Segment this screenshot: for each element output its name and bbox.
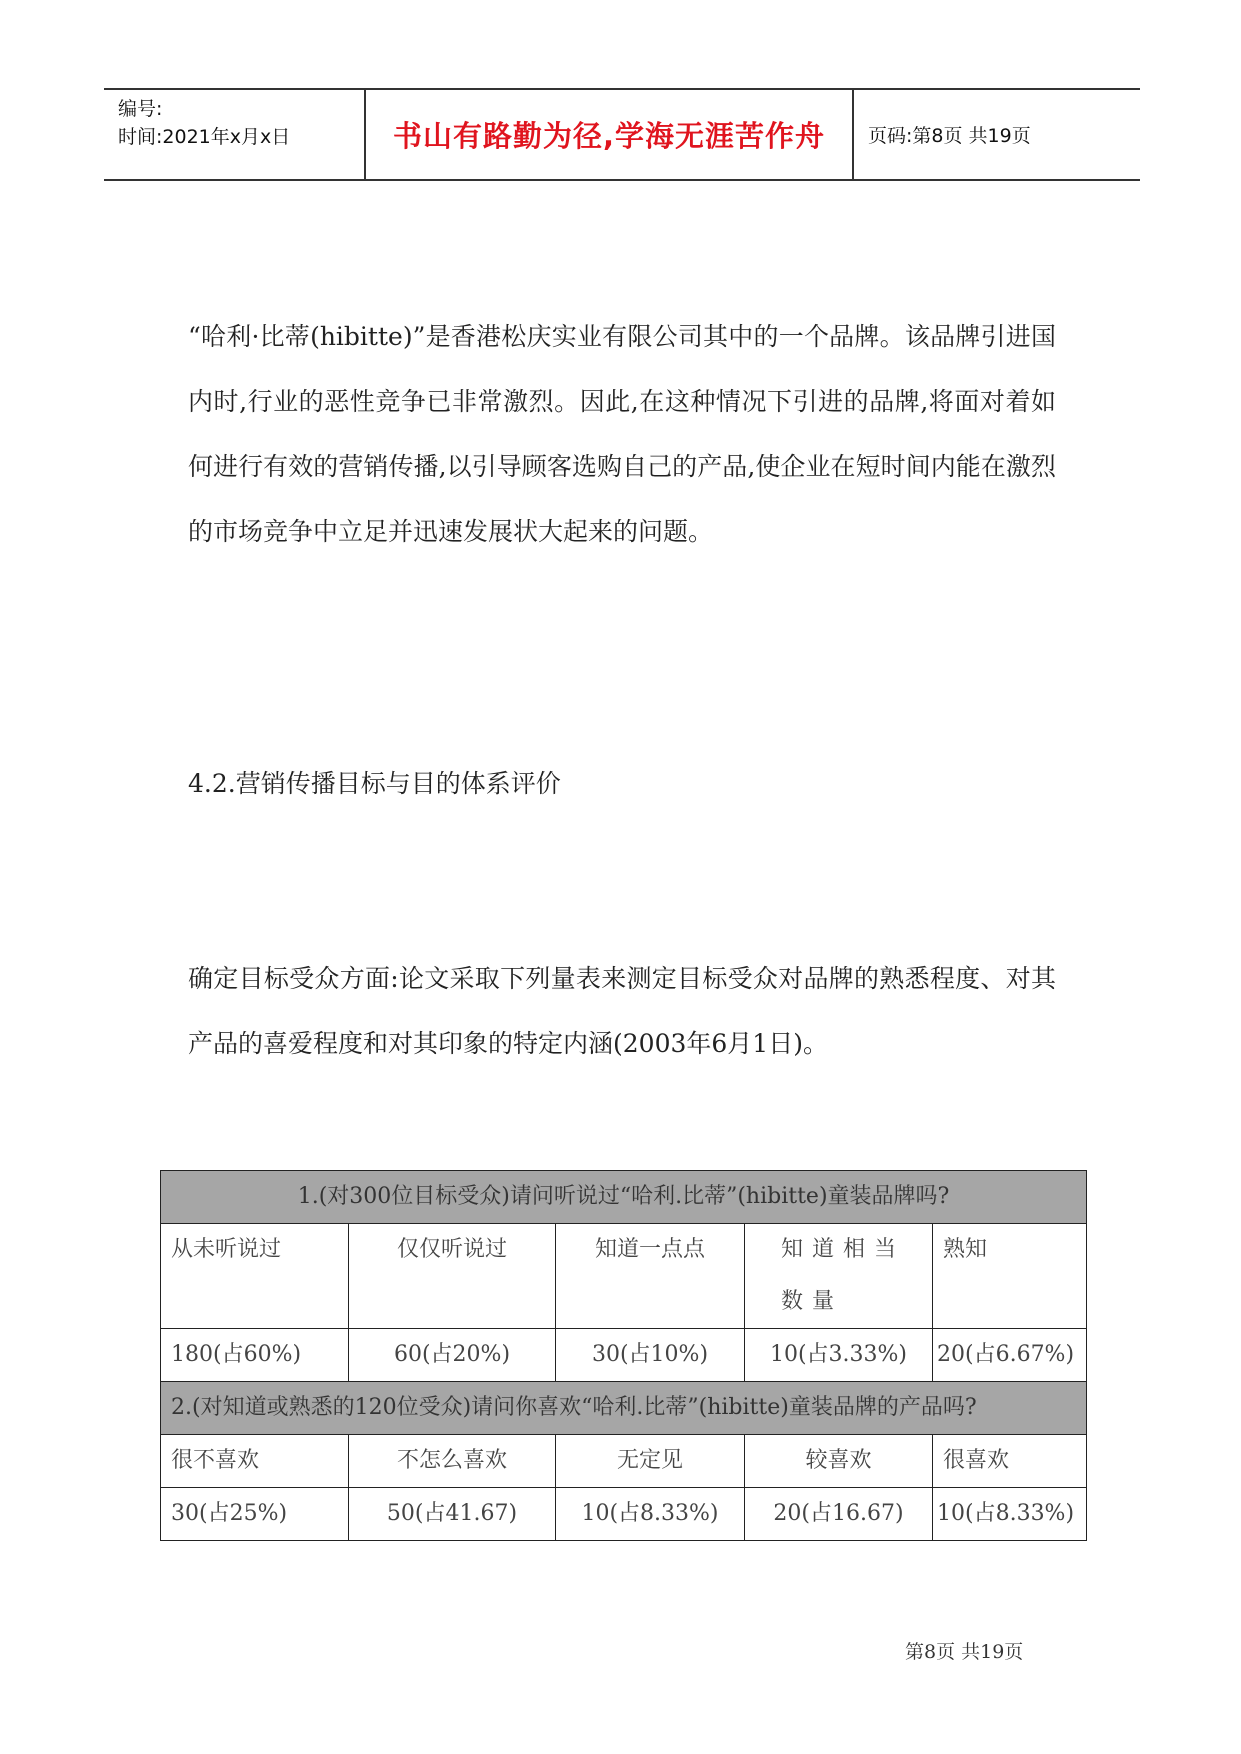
section-heading: 4.2.营销传播目标与目的体系评价: [188, 769, 561, 798]
page-header: [104, 88, 1140, 181]
question-1: 1.(对300位目标受众)请问听说过“哈利.比蒂”(hibitte)童装品牌吗?: [161, 1171, 1087, 1224]
table-row: [161, 1382, 1087, 1435]
method-paragraph: 确定目标受众方面:论文采取下列量表来测定目标受众对品牌的熟悉程度、对其产品的喜爱程度和对其印象的特定内涵(2003年6月1日)。: [188, 964, 1056, 1058]
intro-paragraph: “哈利·比蒂(hibitte)”是香港松庆实业有限公司其中的一个品牌。该品牌引进国内时,行业的恶性竞争已非常激烈。因此,在这种情况下引进的品牌,将面对着如何进行有效的营销传播,以引导顾客选购自己的产品,使企业在短时间内能在激烈的市场竞争中立足并迅速发展状大起来的问题。: [188, 322, 1056, 546]
number-label: 编号:: [118, 98, 163, 120]
q2-value: 50(占41.67): [349, 1488, 556, 1541]
q1-option-text: 知道相当数量: [781, 1237, 906, 1314]
q2-option: 不怎么喜欢: [349, 1435, 556, 1488]
q1-option: [745, 1224, 933, 1329]
time-label: 时间:2021年x月x日: [118, 126, 291, 148]
table-row: [161, 1435, 1087, 1488]
q1-value: 180(占60%): [161, 1329, 349, 1382]
q2-option: 很喜欢: [933, 1435, 1087, 1488]
header-meta: [104, 90, 366, 179]
header-page-info: 页码:第8页 共19页: [868, 125, 1031, 147]
q1-value: 20(占6.67%): [933, 1329, 1087, 1382]
q2-value: 10(占8.33%): [556, 1488, 745, 1541]
q1-value: 10(占3.33%): [745, 1329, 933, 1382]
question-2: 2.(对知道或熟悉的120位受众)请问你喜欢“哈利.比蒂”(hibitte)童装品牌的产品吗?: [161, 1382, 1087, 1435]
q2-option: 较喜欢: [745, 1435, 933, 1488]
q1-value: 30(占10%): [556, 1329, 745, 1382]
table-row: [161, 1224, 1087, 1329]
survey-table: [160, 1170, 1087, 1541]
table-row: [161, 1329, 1087, 1382]
q1-option: 仅仅听说过: [349, 1224, 556, 1329]
q2-option: 很不喜欢: [161, 1435, 349, 1488]
header-motto: 书山有路勤为径,学海无涯苦作舟: [366, 90, 854, 179]
q1-option: 从未听说过: [161, 1224, 349, 1329]
table-row: [161, 1488, 1087, 1541]
q1-option: 熟知: [933, 1224, 1087, 1329]
table-row: [161, 1171, 1087, 1224]
q2-option: 无定见: [556, 1435, 745, 1488]
page-footer: 第8页 共19页: [905, 1641, 1024, 1663]
q2-value: 10(占8.33%): [933, 1488, 1087, 1541]
q1-option: 知道一点点: [556, 1224, 745, 1329]
q1-value: 60(占20%): [349, 1329, 556, 1382]
q2-value: 20(占16.67): [745, 1488, 933, 1541]
q2-value: 30(占25%): [161, 1488, 349, 1541]
